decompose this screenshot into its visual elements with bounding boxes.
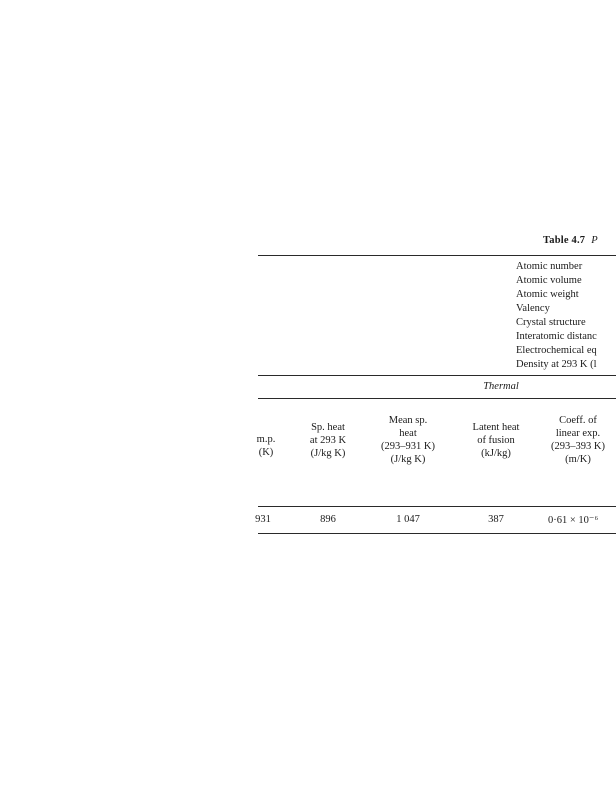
column-header-mean-sp-heat: Mean sp. heat (293–931 K) (J/kg K) xyxy=(381,415,435,465)
column-header-coeff-linear-exp: Coeff. of linear exp. (293–393 K) (m/K) xyxy=(551,415,605,465)
table-cell: 1 047 xyxy=(396,514,420,525)
property-item: Atomic number xyxy=(516,261,583,272)
property-item: Atomic volume xyxy=(516,275,582,286)
table-caption xyxy=(543,235,598,246)
table-title: P xyxy=(591,235,598,246)
table-bottom-rule xyxy=(258,533,616,534)
table-top-rule xyxy=(258,255,616,256)
property-item: Interatomic distanc xyxy=(516,331,597,342)
property-item: Valency xyxy=(516,303,550,314)
column-header-sp-heat: Sp. heat at 293 K (J/kg K) xyxy=(309,422,347,459)
group-rule xyxy=(258,398,616,399)
property-item: Electrochemical eq xyxy=(516,345,597,356)
properties-list xyxy=(516,260,597,372)
table-cell: 896 xyxy=(320,514,336,525)
header-bottom-rule xyxy=(258,506,616,507)
table-cell: 0·61 × 10⁻⁶ xyxy=(548,515,599,526)
column-header-latent-heat: Latent heat of fusion (kJ/kg) xyxy=(472,422,520,459)
property-item: Crystal structure xyxy=(516,317,586,328)
table-cell: 931 xyxy=(255,514,271,525)
table-number: Table 4.7 xyxy=(543,235,586,246)
thermal-group-label: Thermal xyxy=(483,381,519,392)
column-header-mp: m.p. (K) xyxy=(256,434,276,458)
property-item: Density at 293 K (l xyxy=(516,359,597,370)
property-item: Atomic weight xyxy=(516,289,579,300)
section-rule xyxy=(258,375,616,376)
table-cell: 387 xyxy=(488,514,504,525)
